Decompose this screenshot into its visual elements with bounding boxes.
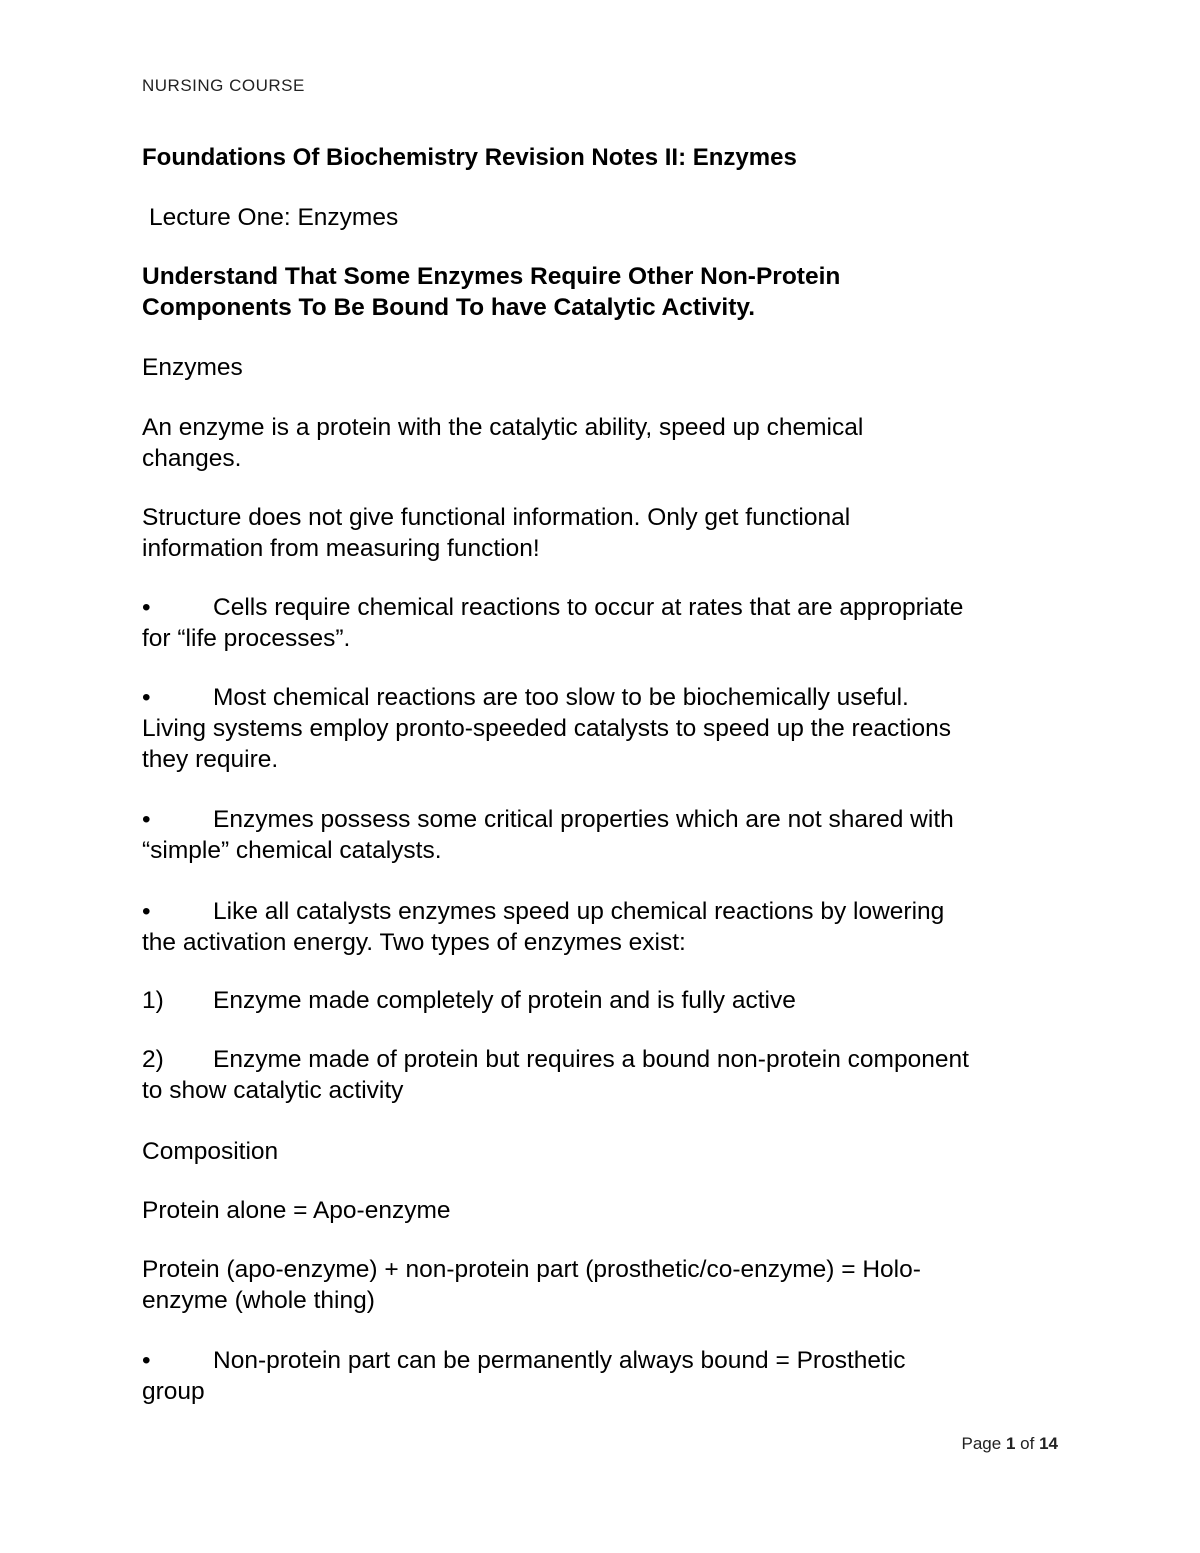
of-label: of [1020,1434,1035,1453]
number-marker: 2) [142,1046,164,1073]
bullet-text: Cells require chemical reactions to occur at rates that are appropriate [213,594,964,621]
bullet-text: Non-protein part can be permanently always bound = Prosthetic [213,1347,906,1374]
bullet-text: Most chemical reactions are too slow to be biochemically useful. [213,684,909,711]
paragraph-line: Protein (apo-enzyme) + non-protein part (prosthetic/co-enzyme) = Holo- [142,1256,921,1283]
bullet-line [142,682,1072,713]
section-heading-enzymes: Enzymes [142,354,243,381]
paragraph-line: Structure does not give functional information. Only get functional [142,504,851,531]
numbered-text: Enzyme made completely of protein and is fully active [213,987,796,1014]
bullet-marker: • [142,684,151,711]
bullet-marker: • [142,594,151,621]
paragraph-definition [142,412,1072,474]
bullet-line [142,804,1072,835]
numbered-line [142,1044,1072,1075]
paragraph-line: information from measuring function! [142,535,540,562]
numbered-text: Enzyme made of protein but requires a bound non-protein component [213,1046,969,1073]
numbered-item [142,1044,1072,1106]
bullet-item [142,896,1072,958]
bullet-item [142,592,1072,654]
running-header: NURSING COURSE [142,76,305,95]
page-footer [962,1434,1058,1454]
number-marker: 1) [142,987,164,1014]
page-label: Page [961,1434,1002,1453]
numbered-line [142,985,1072,1016]
paragraph-apo-enzyme: Protein alone = Apo-enzyme [142,1197,451,1224]
paragraph-line: changes. [142,445,242,472]
bullet-item [142,1345,1072,1407]
bullet-line: they require. [142,746,279,773]
bullet-text: Enzymes possess some critical properties which are not shared with [213,806,954,833]
learning-objective [142,261,1072,323]
paragraph-structure [142,502,1072,564]
total-pages: 14 [1039,1434,1058,1453]
paragraph-line: An enzyme is a protein with the catalytic ability, speed up chemical [142,414,864,441]
bullet-line: for “life processes”. [142,625,351,652]
lecture-heading: Lecture One: Enzymes [149,204,399,231]
bullet-line: Living systems employ pronto-speeded catalysts to speed up the reactions [142,715,951,742]
bullet-line [142,896,1072,927]
bullet-text: Like all catalysts enzymes speed up chemical reactions by lowering [213,898,945,925]
bullet-item [142,804,1072,866]
bullet-marker: • [142,1347,151,1374]
numbered-line: to show catalytic activity [142,1077,404,1104]
learning-objective-line: Components To Be Bound To have Catalytic Activity. [142,294,756,321]
bullet-item [142,682,1072,775]
document-title: Foundations Of Biochemistry Revision Notes II: Enzymes [142,144,797,171]
learning-objective-line: Understand That Some Enzymes Require Other Non-Protein [142,263,841,290]
paragraph-line: enzyme (whole thing) [142,1287,375,1314]
bullet-marker: • [142,806,151,833]
bullet-line: the activation energy. Two types of enzymes exist: [142,929,686,956]
paragraph-holo-enzyme [142,1254,1072,1316]
numbered-item [142,985,1072,1016]
bullet-line: “simple” chemical catalysts. [142,837,442,864]
bullet-line [142,592,1072,623]
bullet-line [142,1345,1072,1376]
page-number: 1 [1005,1434,1016,1453]
section-heading-composition: Composition [142,1138,279,1165]
bullet-marker: • [142,898,151,925]
bullet-line: group [142,1378,205,1405]
